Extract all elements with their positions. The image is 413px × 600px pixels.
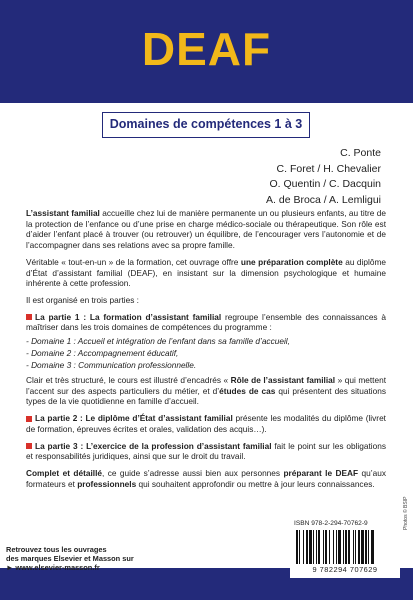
- part3-text: fait le point sur les obligations et responsabilités juridiques, ainsi que sur le droit du travail.: [26, 440, 386, 462]
- overview-paragraph: [26, 257, 386, 289]
- conclusion-text: qui souhaitent approfondir ou mettre à jour leurs connaissances.: [136, 478, 375, 489]
- domain-item: - Domaine 2 : Accompagnement éducatif,: [26, 348, 179, 359]
- details-bold: Rôle de l’assistant familial: [230, 375, 336, 386]
- conclusion-paragraph: [26, 468, 386, 489]
- part1-section: [26, 312, 386, 333]
- barcode-icon: [296, 530, 392, 564]
- publisher-note: [6, 545, 134, 573]
- red-square-bullet-icon: [26, 314, 32, 320]
- overview-text: Véritable « tout-en-un » de la formation, cet ouvrage offre: [26, 256, 241, 267]
- subtitle: Domaines de compétences 1 à 3: [109, 117, 303, 131]
- conclusion-bold: préparant le DEAF: [283, 467, 359, 478]
- details-text: qui présentent des situations types de la vie quotidienne en famille d’accueil.: [26, 385, 386, 407]
- photo-credit: Photos © BSIP: [403, 496, 409, 530]
- header-band: [0, 0, 413, 103]
- back-cover-text: [26, 208, 386, 495]
- author-line: C. Foret / H. Chevalier: [276, 162, 381, 175]
- publisher-line: des marques Elsevier et Masson sur: [6, 554, 134, 564]
- conclusion-text: qu’aux formateurs et: [26, 467, 387, 489]
- barcode-number: 9 782294 707629: [312, 565, 378, 574]
- details-text: » qui mettent l’accent sur des aspects particuliers du métier, et d’: [26, 375, 386, 396]
- author-line: A. de Broca / A. Lemligui: [266, 193, 381, 206]
- intro-text: accueille chez lui de manière permanente un ou plusieurs enfants, au titre de la protection de l’enfance ou d’une prise en charge médico-sociale ou thérapeutique. Son rôle est d’aider l’enfant placé à trouver (ou retrouver) un équilibre, de l’encourager vers l’autonomie et de l’accompagner dans ses relations avec sa propre famille.: [26, 208, 386, 251]
- author-line: O. Quentin / C. Dacquin: [269, 178, 381, 190]
- intro-paragraph: [26, 208, 386, 251]
- barcode-area: [290, 518, 400, 578]
- part3-section: [26, 441, 386, 462]
- part3-heading: La partie 3 : L’exercice de la profession d’assistant familial: [35, 440, 272, 451]
- part2-text: présente les modalités du diplôme (livret de formation, épreuves écrites et orales, validation des acquis…).: [26, 413, 386, 434]
- details-bold: études de cas: [219, 385, 276, 396]
- book-title: DEAF: [141, 23, 272, 75]
- isbn-text: ISBN 978-2-294-70762-9: [294, 520, 368, 527]
- conclusion-bold: professionnels: [77, 478, 137, 489]
- part1-heading: La partie 1 : La formation d’assistant familial: [35, 311, 222, 322]
- overview-text: au diplôme d’État d’assistant familial (DEAF), en insistant sur la dimension psychologique et humaine inhérente à cette profession.: [26, 256, 386, 289]
- part1-details: [26, 375, 386, 407]
- part1-text: regroupe l’ensemble des connaissances à maîtriser dans les trois domaines de compétences du programme :: [26, 311, 386, 333]
- details-text: Clair et très structuré, le cours est illustré d’encadrés «: [26, 375, 231, 386]
- part2-heading: La partie 2 : Le diplôme d’État d’assistant familial: [35, 413, 233, 424]
- red-square-bullet-icon: [26, 416, 32, 422]
- red-square-bullet-icon: [26, 443, 32, 449]
- authors-list: [266, 146, 381, 208]
- domain-item: - Domaine 1 : Accueil et intégration de l’enfant dans sa famille d’accueil,: [26, 336, 290, 347]
- conclusion-bold: Complet et détaillé: [26, 467, 103, 478]
- domain-list: [26, 335, 386, 371]
- publisher-line: Retrouvez tous les ouvrages: [6, 545, 107, 554]
- intro-bold: L’assistant familial: [26, 208, 100, 218]
- organized-line: Il est organisé en trois parties :: [26, 294, 139, 305]
- overview-bold: une préparation complète: [240, 256, 343, 267]
- conclusion-text: , ce guide s’adresse aussi bien aux personnes: [102, 467, 284, 478]
- domain-item: - Domaine 3 : Communication professionnelle.: [26, 360, 197, 371]
- part2-section: [26, 413, 386, 434]
- subtitle-box: [102, 112, 310, 138]
- author-line: C. Ponte: [340, 147, 381, 159]
- publisher-link[interactable]: ► www.elsevier-masson.fr: [6, 563, 100, 573]
